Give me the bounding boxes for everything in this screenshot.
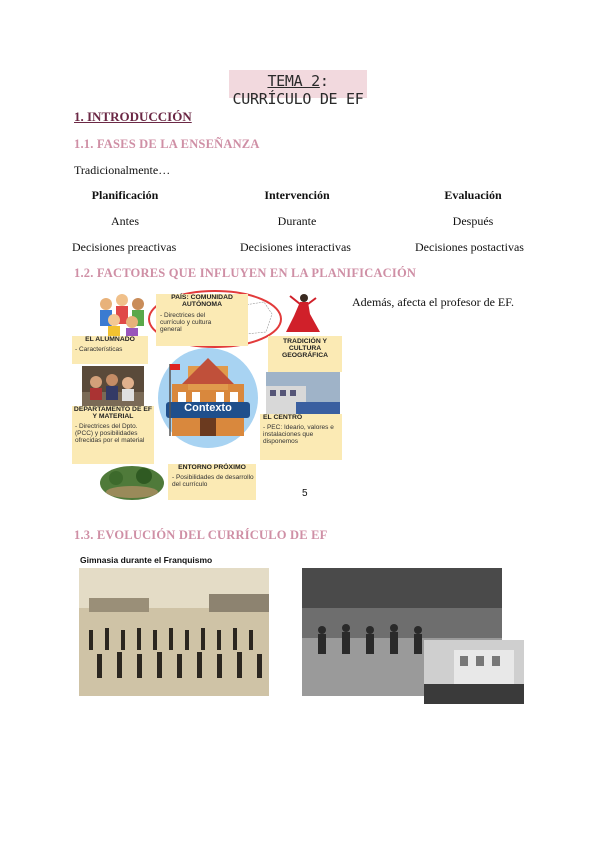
side-note: Además, afecta el profesor de EF. <box>352 295 514 309</box>
centro-body: - PEC: Ideario, valores e instalaciones que disponemos <box>263 424 334 445</box>
section-evolucion: 1.3. EVOLUCIÓN DEL CURRÍCULO DE EF <box>74 528 328 542</box>
phase-when-despues: Después <box>452 214 494 228</box>
box-entorno <box>168 464 256 500</box>
factors-diagram <box>72 288 344 504</box>
slide-page-number: 5 <box>302 488 308 499</box>
photo-caption: Gimnasia durante el Franquismo <box>80 555 213 565</box>
decision-interactivas: Decisiones interactivas <box>240 240 351 254</box>
students-illustration <box>94 290 152 340</box>
department-photo <box>82 366 144 406</box>
box-alumnado <box>72 336 148 364</box>
entorno-title: ENTORNO PRÓXIMO <box>178 464 246 471</box>
page-title <box>229 72 367 108</box>
phase-header-planificacion: Planificación <box>91 188 159 202</box>
box-centro <box>260 414 342 460</box>
pais-body: - Directrices del currículo y cultura general <box>160 312 212 333</box>
decision-preactivas: Decisiones preactivas <box>72 240 177 254</box>
box-pais <box>156 294 248 346</box>
depto-title: DEPARTAMENTO DE EF Y MATERIAL <box>73 406 153 420</box>
phase-when-antes: Antes <box>111 214 139 228</box>
school-building-photo <box>266 372 340 414</box>
phase-when-durante: Durante <box>277 214 317 228</box>
franquismo-gymnastics-photo <box>79 568 269 696</box>
section-fases: 1.1. FASES DE LA ENSEÑANZA <box>74 137 260 151</box>
decision-postactivas: Decisiones postactivas <box>415 240 524 254</box>
tradicion-title: TRADICIÓN Y CULTURA GEOGRÁFICA <box>281 338 329 359</box>
environment-photo <box>100 466 164 500</box>
section-introduccion: 1. INTRODUCCIÓN <box>74 109 192 124</box>
centro-title: EL CENTRO <box>263 414 303 421</box>
phase-header-evaluacion: Evaluación <box>444 188 502 202</box>
traditionally-text: Tradicionalmente… <box>74 163 171 177</box>
box-departamento <box>72 406 154 464</box>
pais-title: PAÍS: COMUNIDAD AUTÓNOMA <box>171 294 233 308</box>
entorno-body: - Posibilidades de desarrollo del currículo <box>172 474 254 488</box>
contexto-label: Contexto <box>184 402 232 414</box>
flamenco-dancer-illustration <box>280 292 324 336</box>
school-context-illustration <box>152 344 264 448</box>
section-factores: 1.2. FACTORES QUE INFLUYEN EN LA PLANIFICACIÓN <box>74 266 417 280</box>
depto-body: - Directrices del Dpto. (PCC) y posibilidades ofrecidas por el material <box>75 423 145 444</box>
alumnado-title: EL ALUMNADO <box>85 336 135 343</box>
building-crowd-photo <box>424 640 524 704</box>
box-tradicion <box>268 336 342 372</box>
phase-header-intervencion: Intervención <box>264 188 330 202</box>
alumnado-body: - Características <box>75 346 123 353</box>
title-subject: : CURRÍCULO DE EF <box>232 72 364 108</box>
title-topic: TEMA 2 <box>267 72 320 90</box>
